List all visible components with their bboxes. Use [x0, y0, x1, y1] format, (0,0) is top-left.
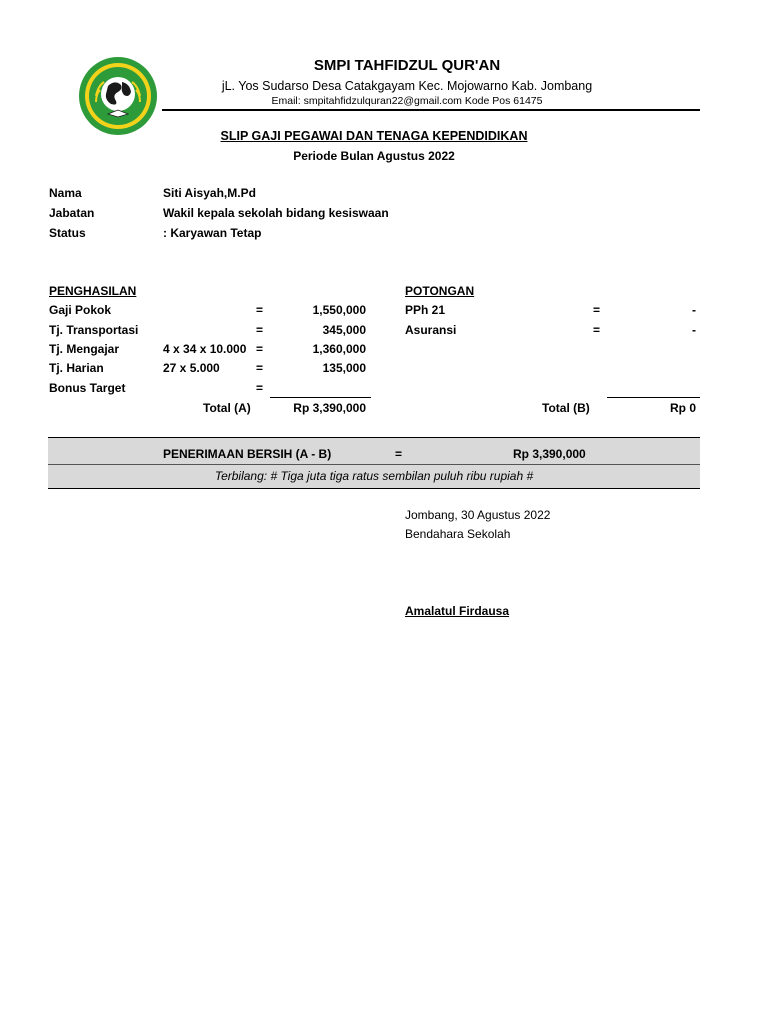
- signature-role: Bendahara Sekolah: [405, 527, 511, 541]
- income-row-equals: =: [256, 323, 264, 337]
- net-pay-in-words: Terbilang: # Tiga juta tiga ratus sembilan puluh ribu rupiah #: [214, 469, 534, 483]
- income-heading: PENGHASILAN: [49, 284, 137, 298]
- income-row-amount: 345,000: [322, 323, 366, 337]
- employee-name-label: Nama: [49, 186, 82, 200]
- signature-name: Amalatul Firdausa: [405, 604, 510, 618]
- income-row-amount: 1,550,000: [312, 303, 366, 317]
- deduction-row-equals: =: [593, 303, 601, 317]
- deductions-total-rule: [607, 397, 700, 398]
- income-row-label: Tj. Mengajar: [49, 342, 120, 356]
- income-total-label: Total (A): [203, 401, 251, 415]
- slip-title: SLIP GAJI PEGAWAI DAN TENAGA KEPENDIDIKAN: [220, 129, 528, 143]
- income-row-label: Tj. Transportasi: [49, 323, 139, 337]
- school-contact: Email: smpitahfidzulquran22@gmail.com Kode Pos 61475: [271, 95, 543, 107]
- income-row-amount: 135,000: [322, 361, 366, 375]
- deduction-row-equals: =: [593, 323, 601, 337]
- school-name: SMPI TAHFIDZUL QUR'AN: [313, 57, 501, 74]
- employee-status-label: Status: [49, 226, 86, 240]
- signature-place-date: Jombang, 30 Agustus 2022: [405, 508, 551, 522]
- income-row-equals: =: [256, 303, 264, 317]
- deduction-row-amount: -: [692, 323, 696, 337]
- income-row-equals: =: [256, 342, 264, 356]
- employee-status-value: : Karyawan Tetap: [163, 226, 262, 240]
- net-pay-equals: =: [395, 447, 403, 461]
- income-row-equals: =: [256, 361, 264, 375]
- deduction-row-label: Asuransi: [405, 323, 457, 337]
- net-pay-value: Rp 3,390,000: [513, 447, 586, 461]
- header-divider: [162, 109, 700, 111]
- income-row-equals: =: [256, 381, 264, 395]
- school-logo-emblem: [78, 56, 158, 136]
- deduction-row-amount: -: [692, 303, 696, 317]
- income-total-rule: [270, 397, 371, 398]
- net-pay-divider: [48, 464, 700, 465]
- deductions-total-label: Total (B): [542, 401, 590, 415]
- school-address: jL. Yos Sudarso Desa Catakgayam Kec. Mojowarno Kab. Jombang: [221, 79, 593, 93]
- deduction-row-label: PPh 21: [405, 303, 446, 317]
- income-row-amount: 1,360,000: [312, 342, 366, 356]
- income-row-label: Tj. Harian: [49, 361, 104, 375]
- income-row-label: Bonus Target: [49, 381, 126, 395]
- employee-position-label: Jabatan: [49, 206, 95, 220]
- employee-name-value: Siti Aisyah,M.Pd: [163, 186, 256, 200]
- deductions-heading: POTONGAN: [405, 284, 475, 298]
- deductions-total-value: Rp 0: [669, 401, 696, 415]
- income-row-label: Gaji Pokok: [49, 303, 112, 317]
- slip-period: Periode Bulan Agustus 2022: [293, 149, 455, 163]
- net-pay-label: PENERIMAAN BERSIH (A - B): [163, 447, 332, 461]
- income-row-calc: 4 x 34 x 10.000: [163, 342, 247, 356]
- income-total-value: Rp 3,390,000: [293, 401, 366, 415]
- employee-position-value: Wakil kepala sekolah bidang kesiswaan: [163, 206, 389, 220]
- income-row-calc: 27 x 5.000: [163, 361, 220, 375]
